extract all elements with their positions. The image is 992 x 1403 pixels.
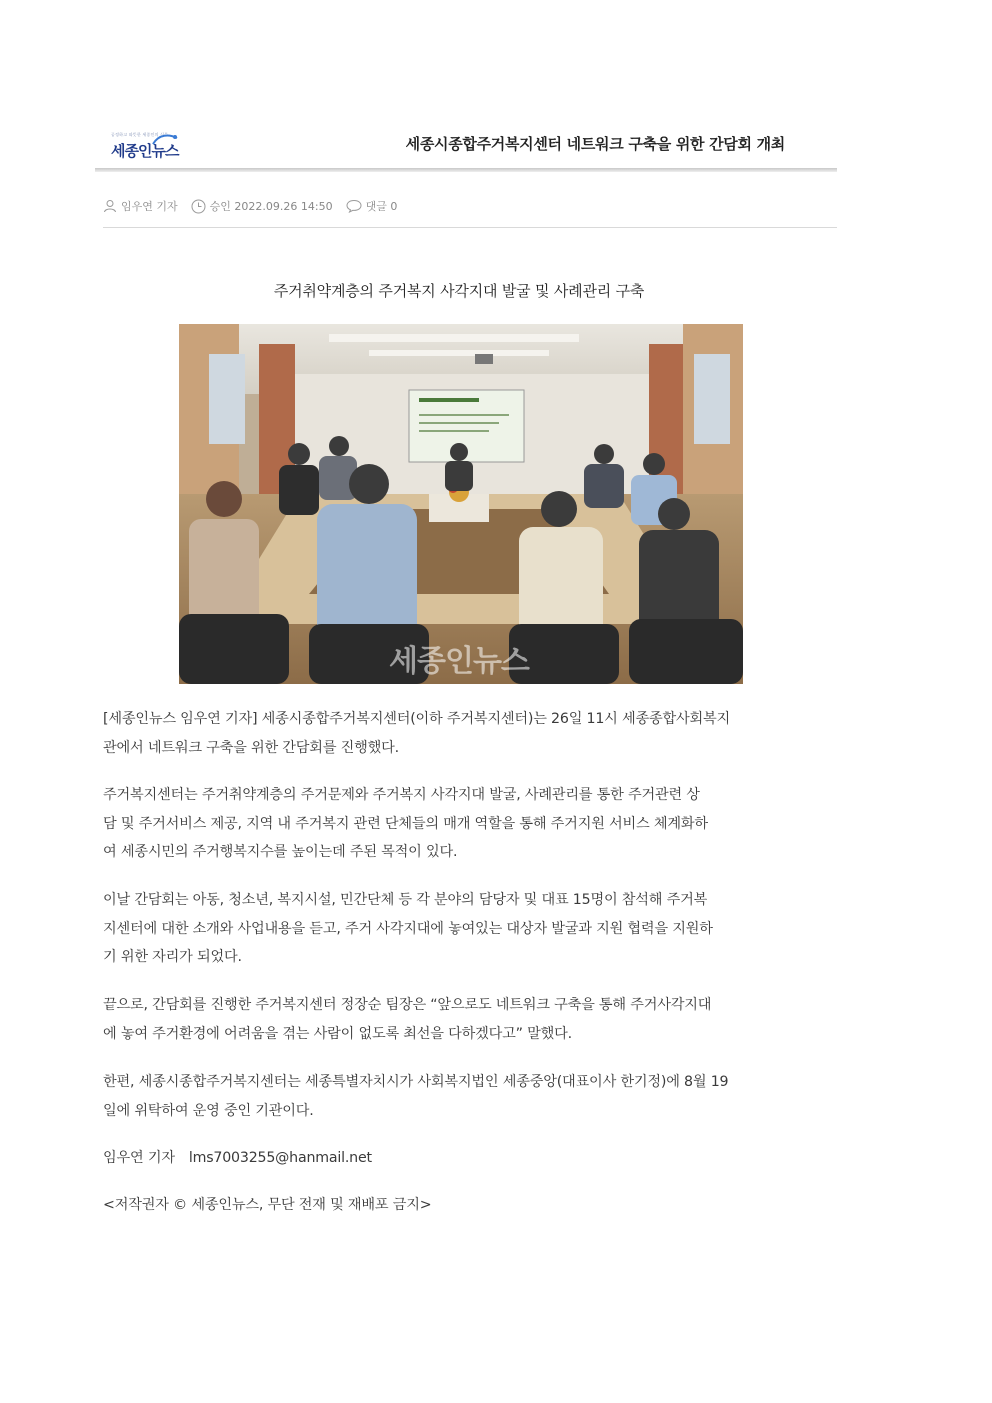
paragraph-line: 한편, 세종시종합주거복지센터는 세종특별자치시가 사회복지법인 세종중앙(대표이사 한기정)에 8월 19 (103, 1074, 729, 1090)
paragraph-line: 여 세종시민의 주거행복지수를 높이는데 주된 목적이 있다. (103, 844, 458, 860)
paragraph-line: 지센터에 대한 소개와 사업내용을 듣고, 주거 사각지대에 놓여있는 대상자 발굴과 지원 협력을 지원하 (103, 920, 713, 937)
paragraph-line: [세종인뉴스 임우연 기자] 세종시종합주거복지센터(이하 주거복지센터)는 26일 11시 세종종합사회복지 (103, 711, 731, 727)
header-divider (95, 168, 837, 172)
meta-author (103, 198, 178, 214)
meta-comments[interactable] (346, 198, 398, 214)
copyright-notice (103, 1191, 819, 1220)
paragraph-line: 일에 위탁하여 운영 중인 기관이다. (103, 1102, 314, 1119)
article-headline: 세종시종합주거복지센터 네트워크 구축을 위한 간담회 개최 (405, 135, 785, 153)
article-meta (103, 197, 410, 215)
site-logo[interactable] (103, 126, 183, 162)
article-paragraph-3 (103, 886, 819, 972)
comment-count: 댓글 0 (365, 200, 398, 213)
logo-swoosh-icon (151, 132, 179, 146)
logo-tagline: 공정하고 따뜻한 세종인의 신문 (111, 132, 169, 137)
paragraph-line: 관에서 네트워크 구축을 위한 간담회를 진행했다. (103, 739, 399, 756)
byline-email[interactable]: lms7003255@hanmail.net (188, 1150, 372, 1166)
article-paragraph-2 (103, 781, 819, 867)
approval-time: 승인 2022.09.26 14:50 (209, 200, 333, 213)
meta-divider (103, 227, 837, 228)
article-header (95, 120, 837, 172)
comment-icon (346, 199, 362, 213)
byline-name: 임우연 기자 (103, 1150, 175, 1166)
article-paragraph-5 (103, 1068, 819, 1125)
article-photo (179, 324, 743, 684)
photo-watermark: 세종인뉴스 (389, 644, 529, 679)
meeting-room-illustration (179, 324, 743, 684)
logo-text: 세종인뉴스 (111, 142, 179, 160)
user-icon (103, 199, 117, 213)
paragraph-line: 담 및 주거서비스 제공, 지역 내 주거복지 관련 단체들의 매개 역할을 통해 주거지원 서비스 체계화하 (103, 815, 708, 832)
article-subtitle: 주거취약계층의 주거복지 사각지대 발굴 및 사례관리 구축 (273, 282, 645, 300)
copyright-text: <저작권자 © 세종인뉴스, 무단 전재 및 재배포 금지> (103, 1197, 432, 1213)
article-paragraph-4 (103, 991, 819, 1048)
meta-approval (191, 198, 333, 214)
paragraph-line: 끝으로, 간담회를 진행한 주거복지센터 정장순 팀장은 “앞으로도 네트워크 구축을 통해 주거사각지대 (103, 997, 712, 1013)
paragraph-line: 기 위한 자리가 되었다. (103, 949, 242, 965)
paragraph-line: 주거복지센터는 주거취약계층의 주거문제와 주거복지 사각지대 발굴, 사례관리를 통한 주거관련 상 (103, 787, 700, 803)
clock-icon (191, 199, 206, 214)
article-byline (103, 1144, 819, 1173)
author-name[interactable]: 임우연 기자 (121, 200, 178, 213)
paragraph-line: 에 놓여 주거환경에 어려움을 겪는 사람이 없도록 최선을 다하겠다고” 말했다. (103, 1025, 572, 1042)
paragraph-line: 이날 간담회는 아동, 청소년, 복지시설, 민간단체 등 각 분야의 담당자 및 대표 15명이 참석해 주거복 (103, 892, 708, 908)
article-paragraph-1 (103, 705, 819, 762)
